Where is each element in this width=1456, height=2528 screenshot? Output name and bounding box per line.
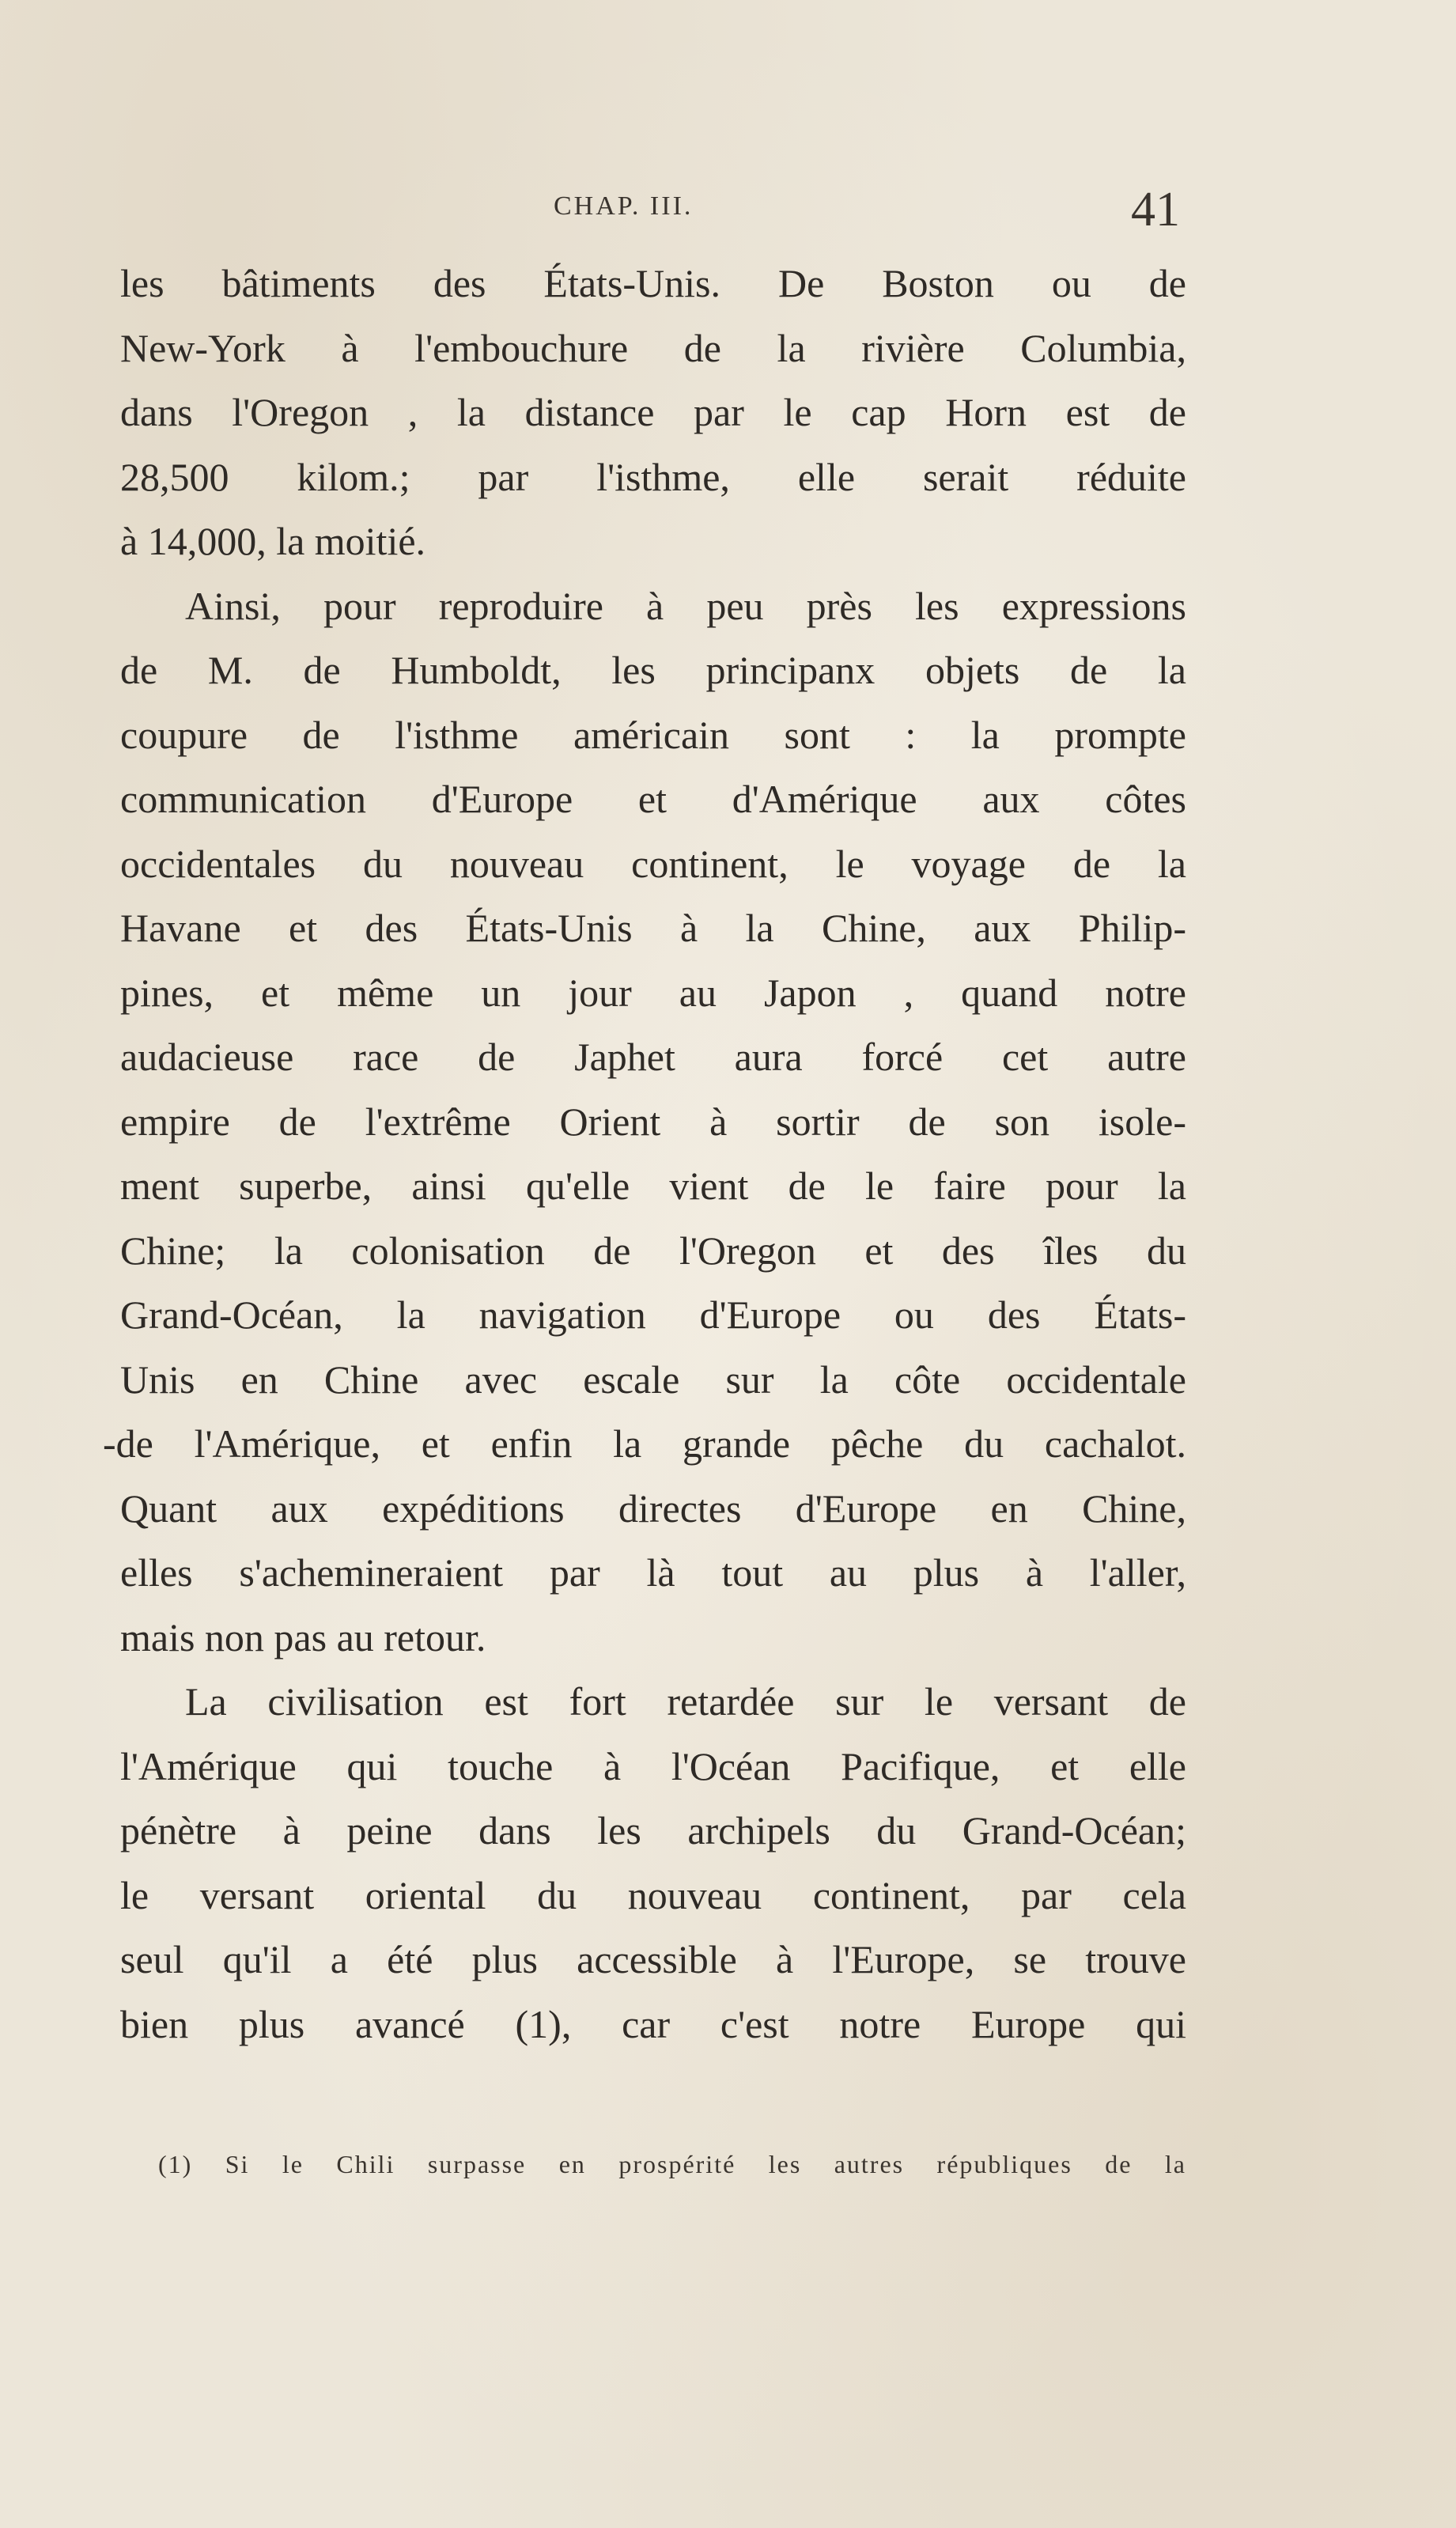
text-line: à 14,000, la moitié. [120, 519, 426, 563]
text-line: mais non pas au retour. [120, 1614, 486, 1659]
text-line: Unis en Chine avec escale sur la côte occidentale [120, 1357, 1186, 1402]
text-line: les bâtiments des États-Unis. De Boston ou de [120, 261, 1186, 305]
text-line: Havane et des États-Unis à la Chine, aux Philip- [120, 906, 1186, 950]
text-line: empire de l'extrême Orient à sortir de son isole- [120, 1099, 1186, 1144]
text-line: Chine; la colonisation de l'Oregon et des îles du [120, 1228, 1186, 1273]
text-line: ment superbe, ainsi qu'elle vient de le faire pour la [120, 1164, 1186, 1208]
footnote: (1) Si le Chili surpasse en prospérité les autres républiques de la [158, 2150, 1186, 2178]
text-line: dans l'Oregon , la distance par le cap Horn est de [120, 390, 1186, 434]
text-line: bien plus avancé (1), car c'est notre Europe qui [120, 2001, 1186, 2046]
text-line: New-York à l'embouchure de la rivière Columbia, [120, 325, 1186, 370]
text-line: le versant oriental du nouveau continent, par cela [120, 1872, 1186, 1917]
text-line: Quant aux expéditions directes d'Europe en Chine, [120, 1485, 1186, 1531]
text-line: communication d'Europe et d'Amérique aux côtes [120, 777, 1186, 821]
text-line: 28,500 kilom.; par l'isthme, elle serait réduite [120, 454, 1186, 499]
text-line: occidentales du nouveau continent, le voyage de la [120, 841, 1186, 886]
text-line: elles s'achemineraient par là tout au plus à l'aller, [120, 1550, 1186, 1595]
page-header [0, 182, 1456, 237]
text-line: pines, et même un jour au Japon , quand notre [120, 970, 1186, 1015]
text-line: coupure de l'isthme américain sont : la prompte [120, 712, 1186, 757]
text-line: audacieuse race de Japhet aura forcé cet autre [120, 1035, 1186, 1079]
text-line: seul qu'il a été plus accessible à l'Europe, se trouve [120, 1937, 1186, 1981]
page-number: 41 [1131, 183, 1180, 237]
text-line: de M. de Humboldt, les principanx objets de la [120, 648, 1186, 692]
text-line: Grand-Océan, la navigation d'Europe ou des États- [120, 1292, 1186, 1337]
text-line: La civilisation est fort retardée sur le versant de [185, 1679, 1186, 1724]
running-head: CHAP. III. [554, 191, 694, 221]
text-line: Ainsi, pour reproduire à peu près les expressions [185, 583, 1186, 628]
text-line: pénètre à peine dans les archipels du Grand-Océan; [120, 1808, 1186, 1852]
text-line: l'Amérique qui touche à l'Océan Pacifique, et elle [120, 1743, 1186, 1788]
text-line: -de l'Amérique, et enfin la grande pêche du cachalot. [103, 1421, 1186, 1466]
body-text [103, 252, 1186, 2057]
